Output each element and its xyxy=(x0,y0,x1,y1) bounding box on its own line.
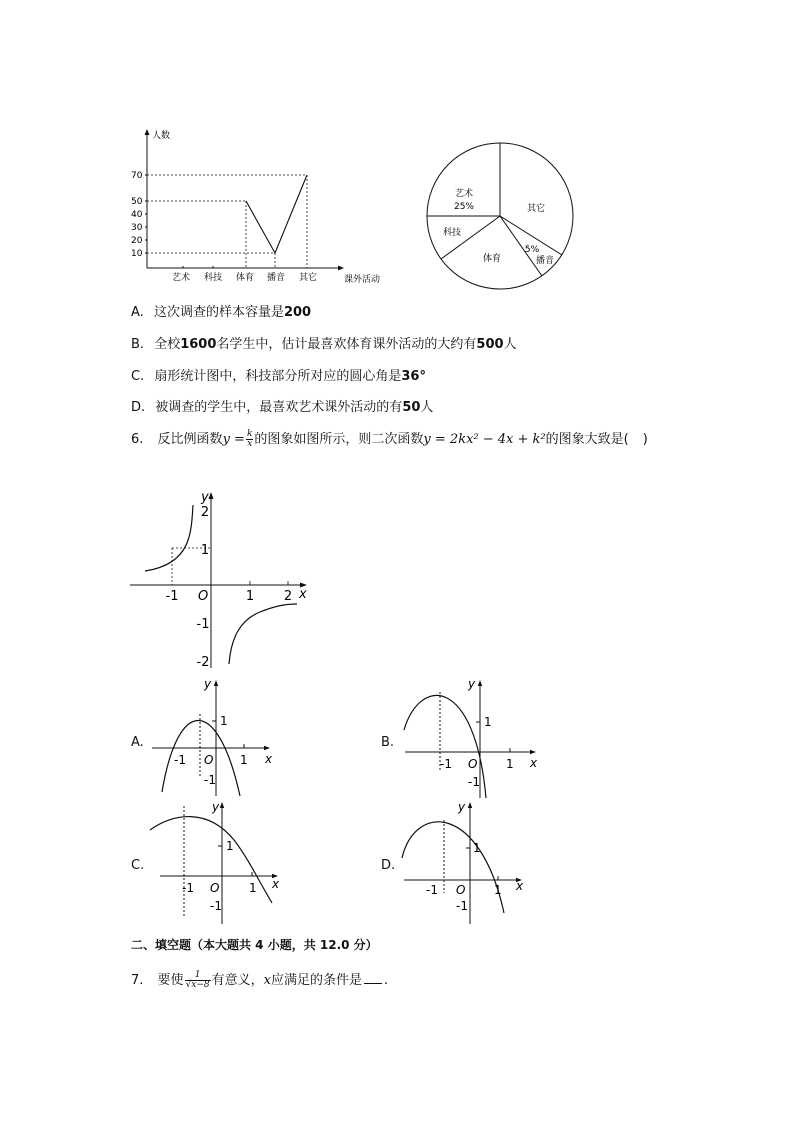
pie-label-art-pct: 25% xyxy=(453,202,475,212)
stem-math: y = xyxy=(222,432,245,447)
x-tick-label: -1 xyxy=(165,589,179,604)
pie-label-broadcast: 播音 xyxy=(535,256,555,266)
axis-label-y: y xyxy=(468,677,476,691)
question-number: 7. xyxy=(131,973,144,988)
axis-label-y: y xyxy=(201,490,209,505)
y-tick-label: 30 xyxy=(131,223,143,233)
y-tick-label: 1 xyxy=(484,715,492,729)
answer-blank[interactable] xyxy=(364,973,382,984)
pie-label-other: 其它 xyxy=(526,204,546,214)
y-tick-label: 40 xyxy=(131,210,143,220)
section-heading: 二、填空题（本大题共 4 小题，共 12.0 分） xyxy=(131,938,378,952)
origin-label: O xyxy=(204,753,214,767)
option-number: 36° xyxy=(401,369,426,384)
option-text: 这次调查的样本容量是 xyxy=(153,305,284,320)
y-axis-arrow xyxy=(209,492,214,499)
stem-text: . xyxy=(384,973,389,988)
guide-lines xyxy=(147,175,307,268)
stem-text: 要使 xyxy=(157,973,184,988)
stem-math: x xyxy=(263,973,271,988)
stem-text: 的图象大致是( xyxy=(545,432,629,447)
y-tick-label: 1 xyxy=(200,543,210,558)
axis-label-x: x xyxy=(530,756,538,770)
q6-option-a-letter[interactable]: A. xyxy=(131,735,144,750)
parabola xyxy=(402,822,504,913)
axis-label-x: x xyxy=(265,752,273,766)
stem-text: 的图象如图所示，则二次函数 xyxy=(254,432,424,447)
y-tick-label: 2 xyxy=(200,505,210,520)
stem-text: 有意义， xyxy=(211,973,264,988)
option-letter: A. xyxy=(131,305,144,320)
q5-option-d xyxy=(131,396,433,415)
y-tick-label: 20 xyxy=(131,236,143,246)
x-tick-label: 其它 xyxy=(298,273,318,283)
y-tick-label: -1 xyxy=(204,773,216,787)
question-number: 6. xyxy=(131,432,144,447)
stem-fraction: $\frac{k}{x}$ xyxy=(246,429,253,449)
activity-pie-chart xyxy=(422,140,580,295)
y-tick-label: -1 xyxy=(196,617,210,632)
option-letter: C. xyxy=(131,369,145,384)
x-tick-label: -1 xyxy=(440,757,452,771)
q6-option-c-letter[interactable]: C. xyxy=(131,858,145,873)
x-ticks xyxy=(172,266,317,283)
option-number: 1600 xyxy=(180,337,217,352)
x-tick-label: 2 xyxy=(283,589,293,604)
x-tick-label: 1 xyxy=(494,883,502,897)
y-axis-label: 人数 xyxy=(152,131,171,141)
option-d-graph[interactable] xyxy=(400,798,535,926)
x-tick-label: 1 xyxy=(245,589,255,604)
y-tick-label: -1 xyxy=(210,899,222,913)
x-tick-label: 1 xyxy=(249,881,257,895)
y-tick-label: 1 xyxy=(220,714,228,728)
stem-text: ) xyxy=(642,432,648,447)
stem-text: 反比例函数 xyxy=(157,432,223,447)
y-tick-label: -2 xyxy=(196,655,210,670)
x-axis-arrow xyxy=(338,266,344,271)
hyperbola-graph xyxy=(125,488,315,673)
y-tick-label: 1 xyxy=(226,839,234,853)
origin-label: O xyxy=(468,757,478,771)
option-number: 50 xyxy=(402,400,421,415)
axis-label-y: y xyxy=(204,677,212,691)
data-series-line xyxy=(246,175,307,253)
option-text: 被调查的学生中，最喜欢艺术课外活动的有 xyxy=(155,400,403,415)
x-tick-label: -1 xyxy=(182,881,194,895)
x-tick-label: 体育 xyxy=(235,273,255,283)
option-letter: B. xyxy=(131,337,145,352)
x-tick-label: 1 xyxy=(506,757,514,771)
option-letter: D. xyxy=(131,400,146,415)
option-number: 500 xyxy=(476,337,504,352)
pie-label-broadcast-pct: 5% xyxy=(524,245,540,255)
hyperbola-branch-left xyxy=(145,505,193,571)
x-tick-label: 科技 xyxy=(203,273,223,283)
q6-stem xyxy=(131,428,648,449)
q5-option-c xyxy=(131,365,426,384)
option-b-graph[interactable] xyxy=(400,676,545,801)
option-text: 扇形统计图中，科技部分所对应的圆心角是 xyxy=(154,369,402,384)
axis-label-x: x xyxy=(272,877,280,891)
origin-label: O xyxy=(210,881,220,895)
y-tick-label: 50 xyxy=(131,197,143,207)
stem-text: 应满足的条件是 xyxy=(271,973,363,988)
x-tick-label: 1 xyxy=(240,753,248,767)
origin-label: O xyxy=(456,883,466,897)
axis-label-x: x xyxy=(516,879,524,893)
axis-label-x: x xyxy=(299,587,307,602)
axis-label-y: y xyxy=(212,800,220,814)
stem-math: y = 2kx² − 4x + k² xyxy=(423,432,546,447)
x-tick-label: 艺术 xyxy=(171,273,191,283)
y-tick-label: -1 xyxy=(456,899,468,913)
x-axis-label: 课外活动 xyxy=(344,275,381,285)
x-tick-label: -1 xyxy=(426,883,438,897)
hyperbola-branch-right xyxy=(229,604,297,664)
option-text: 人 xyxy=(503,337,517,352)
stem-fraction: $\frac{1}{√x-8}$ xyxy=(185,970,210,990)
x-tick-label: 播音 xyxy=(266,273,286,283)
y-tick-label: 10 xyxy=(131,249,143,259)
y-tick-label: -1 xyxy=(468,775,480,789)
q5-option-a xyxy=(131,301,311,320)
y-ticks xyxy=(131,171,147,259)
q5-option-b xyxy=(131,333,517,352)
option-number: 200 xyxy=(283,305,312,320)
x-tick-label: -1 xyxy=(174,753,186,767)
pie-label-art: 艺术 xyxy=(454,189,474,199)
q7-stem xyxy=(131,969,388,990)
origin-label: O xyxy=(198,589,209,604)
y-tick-label: 70 xyxy=(131,171,143,181)
option-a-graph[interactable] xyxy=(148,676,278,801)
pie-label-sport: 体育 xyxy=(482,254,502,264)
axis-label-y: y xyxy=(458,800,466,814)
option-text: 全校 xyxy=(154,337,181,352)
pie-label-tech: 科技 xyxy=(442,228,462,238)
q6-option-d-letter[interactable]: D. xyxy=(381,858,396,873)
y-axis-arrow xyxy=(145,129,150,135)
q6-option-b-letter[interactable]: B. xyxy=(381,735,395,750)
activity-line-chart xyxy=(125,125,400,290)
y-tick-label: 1 xyxy=(473,841,481,855)
option-text: 人 xyxy=(420,400,434,415)
option-text: 名学生中，估计最喜欢体育课外活动的大约有 xyxy=(216,337,477,352)
option-c-graph[interactable] xyxy=(148,798,288,926)
